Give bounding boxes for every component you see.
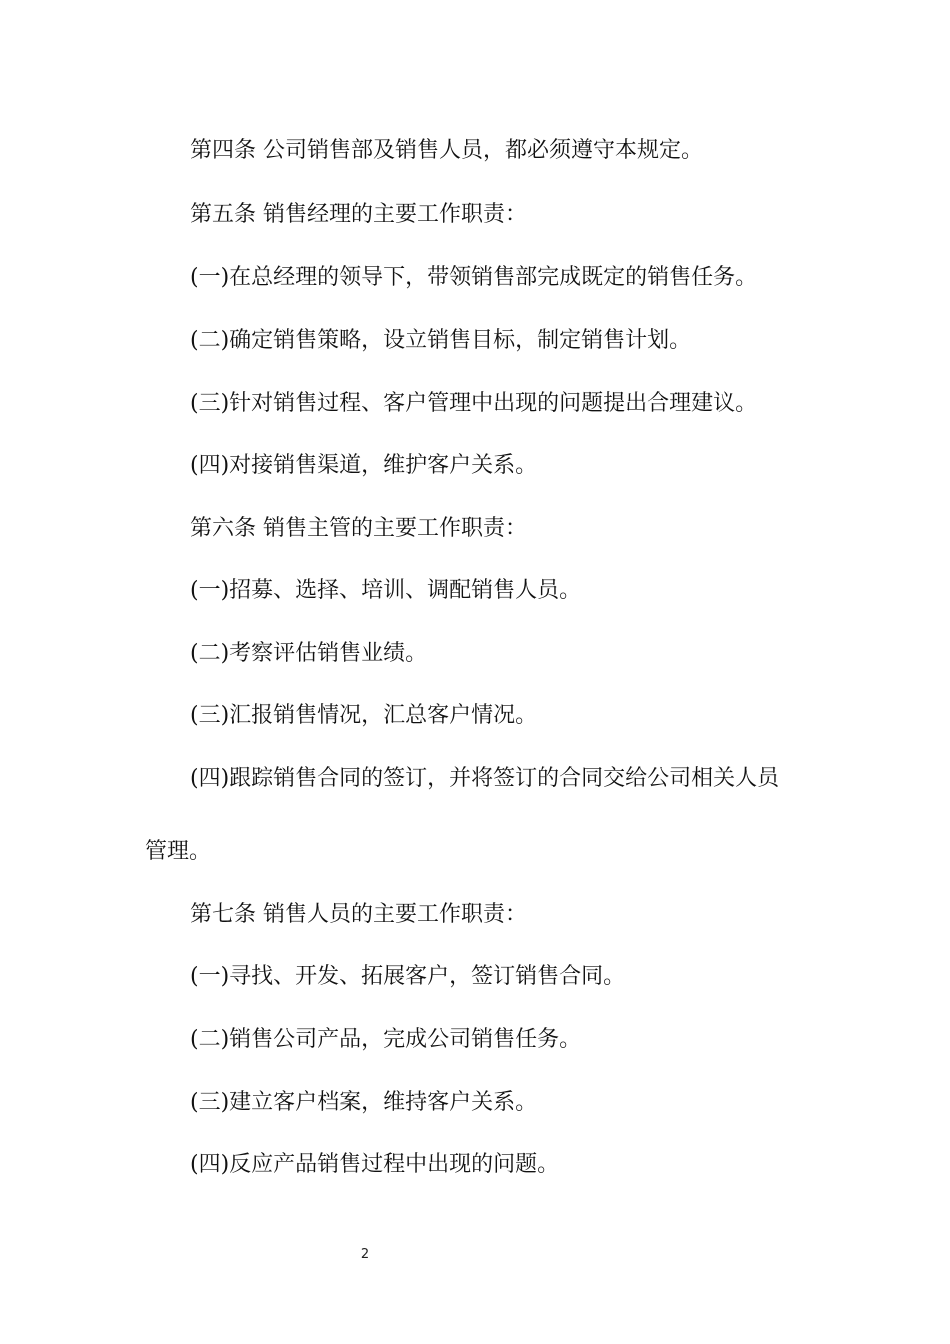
article-6-item-4-continuation: 管理。 [145, 839, 212, 864]
article-5-item-4: (四)对接销售渠道，维护客户关系。 [190, 453, 538, 478]
article-6-item-3: (三)汇报销售情况，汇总客户情况。 [190, 703, 538, 728]
article-5-item-2: (二)确定销售策略，设立销售目标，制定销售计划。 [190, 328, 692, 353]
article-7-item-4: (四)反应产品销售过程中出现的问题。 [190, 1152, 560, 1177]
article-4-line: 第四条 公司销售部及销售人员，都必须遵守本规定。 [190, 138, 703, 163]
article-6-item-4: (四)跟踪销售合同的签订，并将签订的合同交给公司相关人员 [190, 766, 780, 791]
article-5-item-1: (一)在总经理的领导下，带领销售部完成既定的销售任务。 [190, 265, 758, 290]
article-7-item-1: (一)寻找、开发、拓展客户，签订销售合同。 [190, 964, 626, 989]
article-5-item-3: (三)针对销售过程、客户管理中出现的问题提出合理建议。 [190, 391, 758, 416]
article-6-heading: 第六条 销售主管的主要工作职责： [190, 516, 527, 541]
page-number: 2 [360, 1247, 370, 1262]
article-7-heading: 第七条 销售人员的主要工作职责： [190, 902, 527, 927]
article-7-item-3: (三)建立客户档案，维持客户关系。 [190, 1090, 538, 1115]
article-5-heading: 第五条 销售经理的主要工作职责： [190, 202, 527, 227]
article-6-item-2: (二)考察评估销售业绩。 [190, 641, 428, 666]
article-7-item-2: (二)销售公司产品，完成公司销售任务。 [190, 1027, 582, 1052]
article-6-item-1: (一)招募、选择、培训、调配销售人员。 [190, 578, 582, 603]
